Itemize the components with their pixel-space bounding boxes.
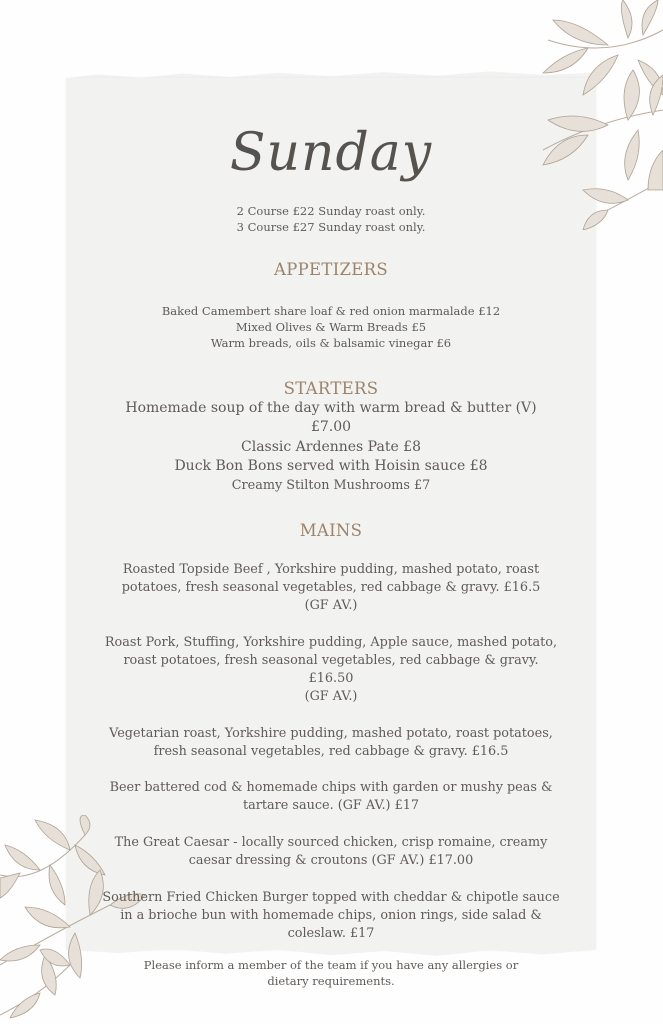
main-item-line: £16.50 <box>308 671 354 686</box>
main-item-line: The Great Caesar - locally sourced chicken, crisp romaine, creamy <box>114 835 548 850</box>
main-item-line: coleslaw. £17 <box>287 926 375 941</box>
menu-title: Sunday <box>229 123 433 183</box>
intro-line: 2 Course £22 Sunday roast only. <box>236 204 426 218</box>
main-item-line: (GF AV.) <box>304 598 358 613</box>
starter-item: £7.00 <box>310 419 352 435</box>
main-item-line: potatoes, fresh seasonal vegetables, red cabbage & gravy. £16.5 <box>121 580 541 595</box>
leaves-top-right-icon <box>488 0 663 230</box>
mains-heading: MAINS <box>299 521 363 540</box>
allergy-notice: Please inform a member of the team if you have any allergies or <box>143 958 519 972</box>
main-item-line: caesar dressing & croutons (GF AV.) £17.00 <box>188 853 474 868</box>
appetizer-item: Baked Camembert share loaf & red onion marmalade £12 <box>161 304 501 318</box>
main-item-line: Southern Fried Chicken Burger topped with cheddar & chipotle sauce <box>102 890 560 905</box>
starter-item: Homemade soup of the day with warm bread & butter (V) <box>125 400 537 416</box>
main-item-line: roast potatoes, fresh seasonal vegetables, red cabbage & gravy. <box>123 653 539 668</box>
starter-item: Classic Ardennes Pate £8 <box>241 439 421 455</box>
main-item-line: tartare sauce. (GF AV.) £17 <box>242 798 420 813</box>
main-item-line: (GF AV.) <box>304 689 358 704</box>
allergy-notice: dietary requirements. <box>267 974 395 988</box>
main-item-line: fresh seasonal vegetables, red cabbage & gravy. £16.5 <box>153 744 509 759</box>
main-item-line: Beer battered cod & homemade chips with garden or mushy peas & <box>109 780 553 795</box>
main-item-line: Vegetarian roast, Yorkshire pudding, mashed potato, roast potatoes, <box>109 726 553 741</box>
appetizers-heading: APPETIZERS <box>274 260 388 279</box>
starter-item: Duck Bon Bons served with Hoisin sauce £8 <box>174 458 488 474</box>
main-item-line: Roast Pork, Stuffing, Yorkshire pudding, Apple sauce, mashed potato, <box>104 635 558 650</box>
starter-item: Creamy Stilton Mushrooms £7 <box>231 478 431 493</box>
main-item-line: Roasted Topside Beef , Yorkshire pudding, mashed potato, roast <box>122 562 540 577</box>
starters-heading: STARTERS <box>283 379 379 398</box>
intro-line: 3 Course £27 Sunday roast only. <box>236 220 426 234</box>
appetizer-item: Mixed Olives & Warm Breads £5 <box>235 320 427 334</box>
appetizer-item: Warm breads, oils & balsamic vinegar £6 <box>210 336 452 350</box>
main-item-line: in a brioche bun with homemade chips, onion rings, side salad & <box>120 908 542 923</box>
